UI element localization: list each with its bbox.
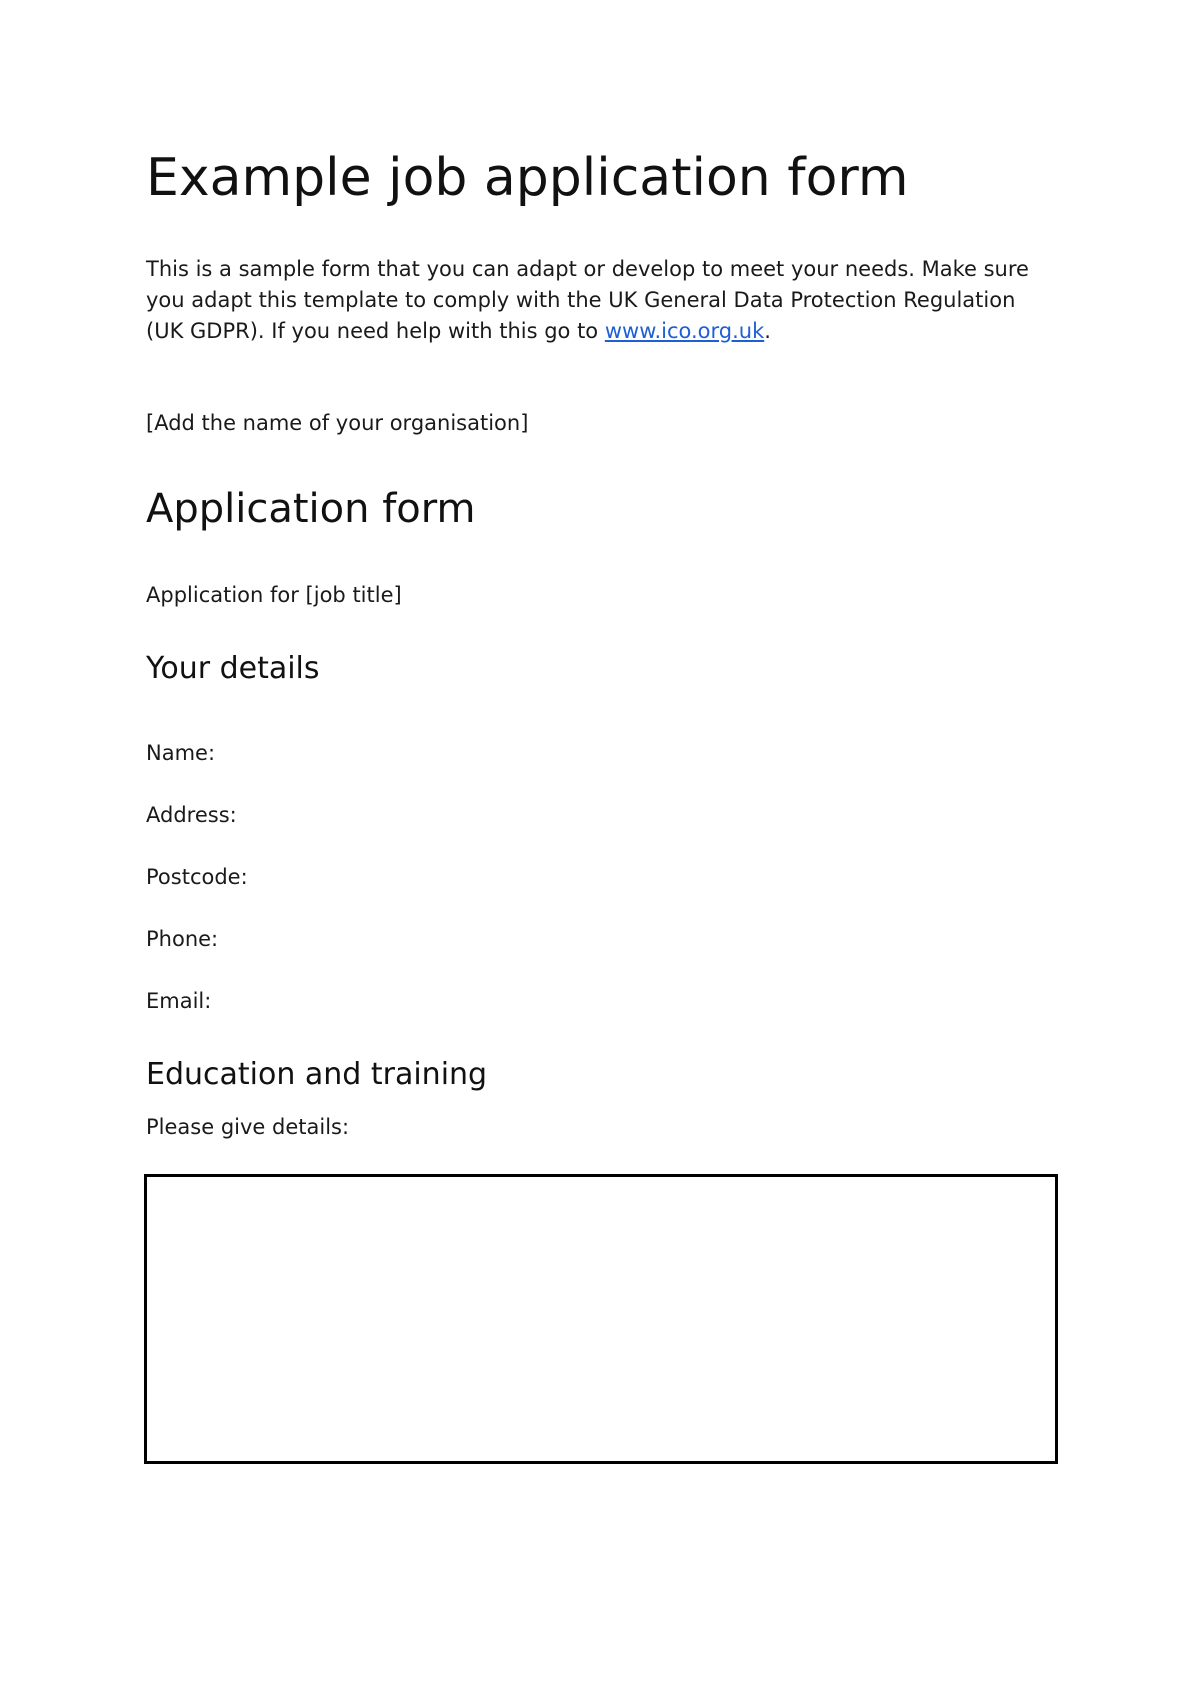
email-label: Email: (146, 989, 212, 1013)
name-label: Name: (146, 741, 216, 765)
document-title: Example job application form (146, 148, 909, 208)
education-prompt: Please give details: (146, 1115, 350, 1139)
your-details-heading: Your details (146, 651, 320, 686)
intro-paragraph (146, 254, 1046, 347)
organisation-placeholder: [Add the name of your organisation] (146, 411, 529, 435)
education-details-box[interactable] (144, 1174, 1058, 1464)
application-for-text: Application for [job title] (146, 583, 402, 607)
section-title: Application form (146, 486, 476, 532)
phone-label: Phone: (146, 927, 219, 951)
ico-link[interactable]: www.ico.org.uk (604, 319, 765, 343)
address-label: Address: (146, 803, 237, 827)
postcode-label: Postcode: (146, 865, 248, 889)
education-heading: Education and training (146, 1057, 488, 1092)
intro-text: This is a sample form that you can adapt or develop to meet your needs. Make sure you adapt this template to comply with the UK General Data Protection Regulation (UK GDPR). If you need help with this go to (146, 257, 1029, 343)
intro-text-end: . (764, 319, 771, 343)
